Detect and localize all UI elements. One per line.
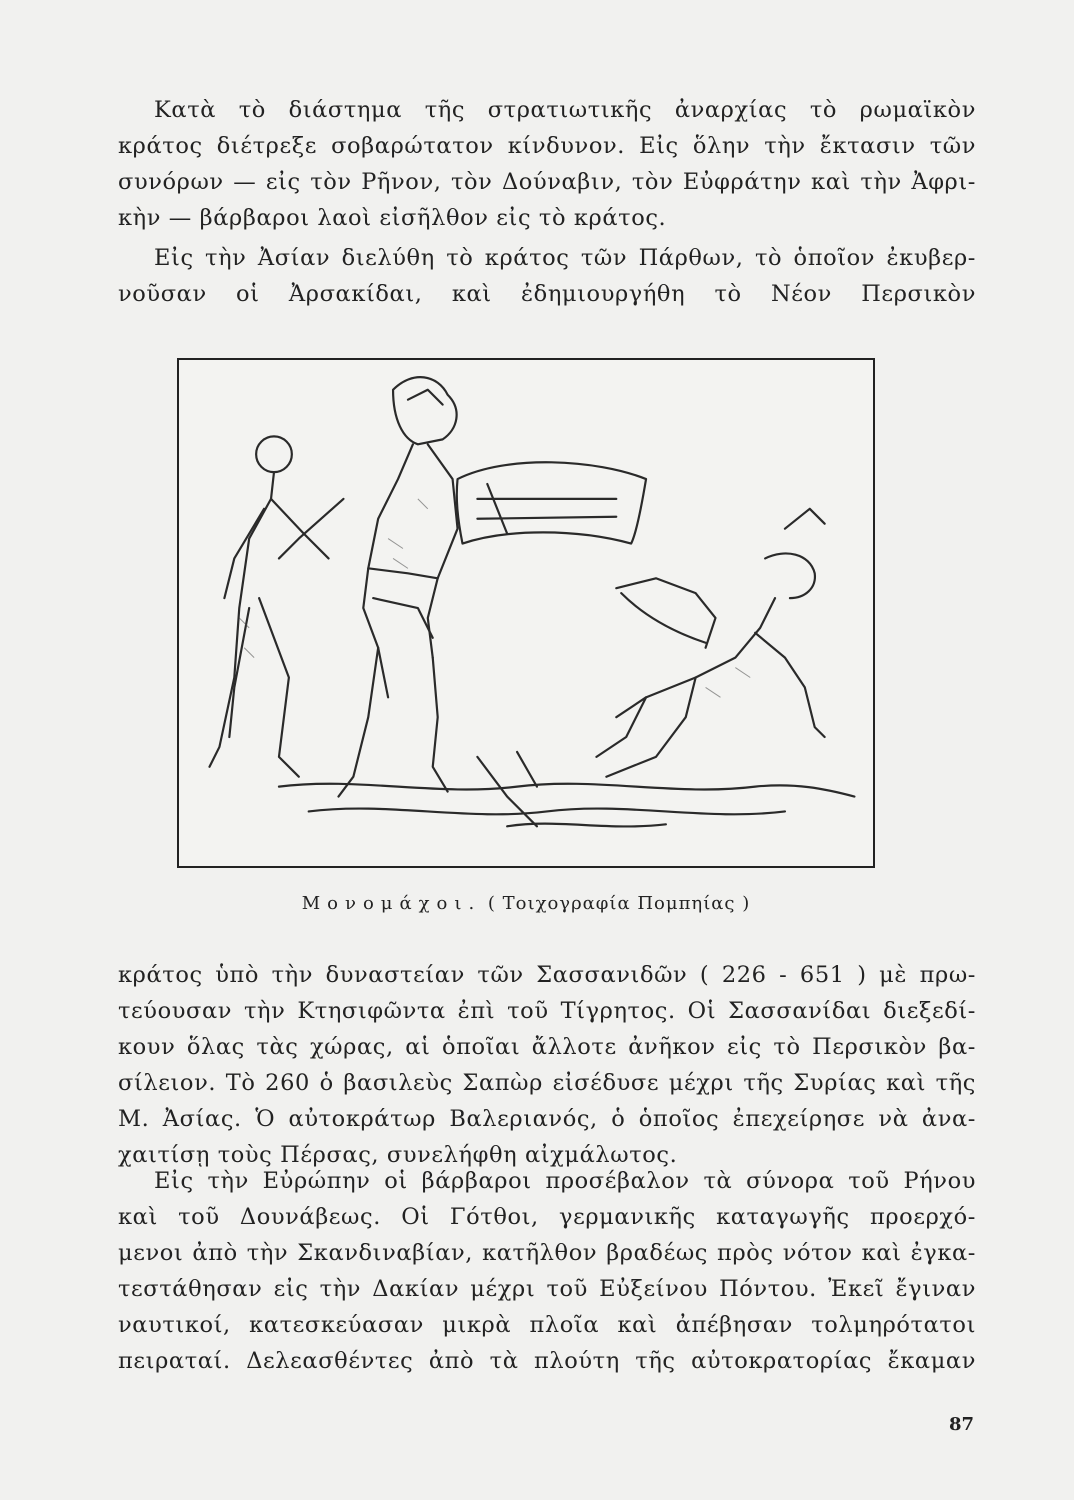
text-line: σίλειον. Τὸ 260 ὁ βασιλεὺς Σαπὼρ εἰσέδυσε μέχρι τῆς Συρίας καὶ τῆς: [118, 1070, 976, 1096]
caption-source: ( Τοιχογραφία Πομπηίας ): [487, 893, 751, 914]
paragraph-1: [118, 92, 976, 236]
text-line: Εἰς τὴν Εὐρώπην οἱ βάρβαροι προσέβαλον τὰ σύνορα τοῦ Ρήνου: [154, 1168, 976, 1194]
text-line: κουν ὅλας τὰς χώρας, αἱ ὁποῖαι ἄλλοτε ἀνῆκον εἰς τὸ Περσικὸν βα-: [118, 1034, 976, 1060]
text-line: Μ. Ἀσίας. Ὁ αὐτοκράτωρ Βαλεριανός, ὁ ὁποῖος ἐπεχείρησε νὰ ἀνα-: [118, 1106, 976, 1132]
figure-caption: [177, 893, 875, 914]
figure-body: [210, 472, 274, 767]
text-line: Κατὰ τὸ διάστημα τῆς στρατιωτικῆς ἀναρχίας τὸ ρωμαϊκὸν: [154, 97, 976, 123]
text-line: τεύουσαν τὴν Κτησιφῶντα ἐπὶ τοῦ Τίγρητος. Οἱ Σασσανίδαι διεξεδί-: [118, 998, 976, 1024]
round-shield: [616, 578, 715, 647]
text-line: Εἰς τὴν Ἀσίαν διελύθη τὸ κράτος τῶν Πάρθων, τὸ ὁποῖον ἐκυβερ-: [154, 245, 976, 271]
caption-label: Μονομάχοι.: [301, 893, 482, 914]
gladiators-illustration: [177, 358, 875, 868]
text-line: ναυτικοί, κατεσκεύασαν μικρὰ πλοῖα καὶ ἀπέβησαν τολμηρότατοι: [118, 1312, 976, 1338]
paragraph-3: [118, 957, 976, 1173]
text-line: συνόρων — εἰς τὸν Ρῆνον, τὸν Δούναβιν, τὸν Εὐφράτην καὶ τὴν Ἀφρι-: [118, 169, 976, 195]
helmet-crest: [393, 377, 457, 444]
page-number: 87: [948, 1414, 974, 1435]
crouching-figure-head: [765, 553, 815, 598]
text-line: κράτος διέτρεξε σοβαρώτατον κίνδυνον. Εἰς ὅλην τὴν ἔκτασιν τῶν: [118, 133, 976, 159]
text-line: πειραταί. Δελεασθέντες ἀπὸ τὰ πλούτη τῆς αὐτοκρατορίας ἔκαμαν: [118, 1348, 976, 1374]
text-line: τεστάθησαν εἰς τὴν Δακίαν μέχρι τοῦ Εὐξείνου Πόντου. Ἐκεῖ ἔγιναν: [118, 1276, 976, 1302]
text-line: νοῦσαν οἱ Ἀρσακίδαι, καὶ ἐδημιουργήθη τὸ Νέον Περσικὸν: [118, 281, 976, 307]
paragraph-4: [118, 1163, 976, 1379]
text-line: κὴν — βάρβαροι λαοὶ εἰσῆλθον εἰς τὸ κράτος.: [118, 205, 667, 231]
text-line: χαιτίσῃ τοὺς Πέρσας, συνελήφθη αἰχμάλωτος.: [118, 1142, 678, 1168]
text-line: καὶ τοῦ Δουνάβεως. Οἱ Γότθοι, γερμανικῆς καταγωγῆς προερχό-: [118, 1204, 976, 1230]
text-line: κράτος ὑπὸ τὴν δυναστείαν τῶν Σασσανιδῶν ( 226 - 651 ) μὲ πρω-: [118, 962, 976, 988]
paragraph-2: [118, 240, 976, 312]
shield: [457, 462, 646, 543]
text-line: μενοι ἀπὸ τὴν Σκανδιναβίαν, κατῆλθον βραδέως πρὸς νότον καὶ ἐγκα-: [118, 1240, 976, 1266]
fresco-drawing: [179, 360, 873, 866]
figure-head: [256, 436, 292, 472]
